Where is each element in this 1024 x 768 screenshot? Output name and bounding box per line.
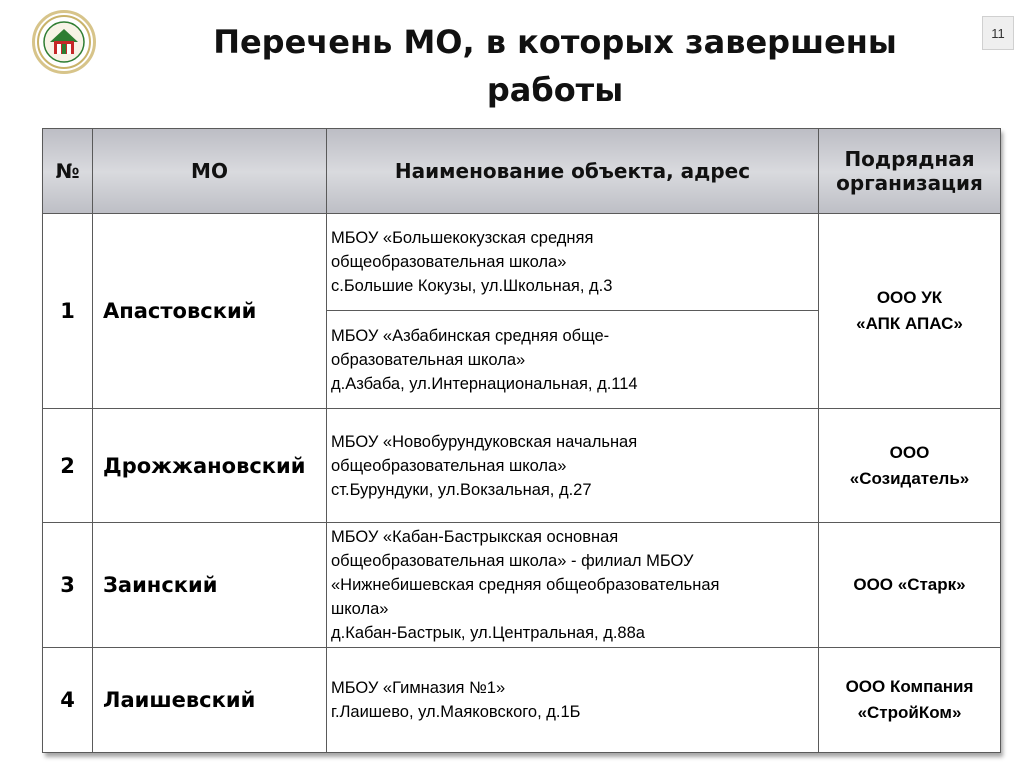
object-line: ст.Бурундуки, ул.Вокзальная, д.27 (331, 480, 592, 499)
object-line: с.Большие Кокузы, ул.Школьная, д.3 (331, 277, 613, 295)
object-line: д.Кабан-Бастрык, ул.Центральная, д.88а (331, 624, 645, 642)
row-number: 3 (43, 523, 93, 648)
row-number: 2 (43, 409, 93, 523)
contractor-line: ООО (889, 442, 930, 462)
contractor-line: ООО УК (876, 288, 943, 307)
object-line: общеобразовательная школа» - филиал МБОУ (331, 552, 694, 570)
mo-name: Лаишевский (93, 648, 327, 753)
object-line: МБОУ «Азбабинская средняя обще- (331, 326, 610, 345)
object-line: МБОУ «Новобурундуковская начальная (331, 432, 638, 451)
logo (32, 10, 96, 74)
object-line: общеобразовательная школа» (331, 253, 567, 271)
row-number: 1 (43, 214, 93, 409)
table-row (43, 214, 1001, 311)
contractor-line: «СтройКом» (857, 703, 962, 722)
object-line: МБОУ «Кабан-Бастрыкская основная (331, 528, 619, 546)
object-line: г.Лаишево, ул.Маяковского, д.1Б (331, 703, 581, 721)
header-contractor (819, 129, 1001, 214)
header-mo: МО (93, 129, 327, 214)
header-object: Наименование объекта, адрес (327, 129, 819, 214)
object-line: д.Азбаба, ул.Интернациональная, д.114 (331, 374, 638, 393)
contractor-line: ООО «Старк» (853, 575, 966, 594)
object-cell (327, 648, 819, 753)
object-line: МБОУ «Гимназия №1» (331, 679, 506, 697)
contractor-line: «АПК АПАС» (856, 314, 963, 333)
object-line: школа» (331, 600, 389, 618)
contractor-cell (819, 214, 1001, 409)
object-cell (327, 311, 819, 409)
object-line: образовательная школа» (331, 350, 526, 369)
title-line-1: Перечень МО, в которых завершены работы (213, 23, 897, 109)
header-contractor-line-2: организация (836, 171, 983, 195)
contractor-line: «Созидатель» (849, 468, 970, 488)
repair-table (42, 128, 1000, 753)
object-line: «Нижнебишевская средняя общеобразовательная (331, 576, 720, 594)
mo-name: Апастовский (93, 214, 327, 409)
header-contractor-line-1: Подрядная (844, 147, 975, 171)
header-num: № (43, 129, 93, 214)
mo-name: Заинский (93, 523, 327, 648)
table-row (43, 409, 1001, 523)
mo-name: Дрожжановский (93, 409, 327, 523)
row-number: 4 (43, 648, 93, 753)
page-number: 11 (982, 16, 1014, 50)
table-header-row (43, 129, 1001, 214)
contractor-cell (819, 523, 1001, 648)
contractor-cell (819, 409, 1001, 523)
object-cell (327, 409, 819, 523)
table-row (43, 523, 1001, 648)
house-logo-icon (36, 14, 92, 70)
contractor-cell (819, 648, 1001, 753)
table-row (43, 648, 1001, 753)
object-line: МБОУ «Большекокузская средняя (331, 229, 594, 247)
contractor-line: ООО Компания (845, 677, 974, 696)
object-cell (327, 214, 819, 311)
object-cell (327, 523, 819, 648)
object-line: общеобразовательная школа» (331, 456, 567, 475)
